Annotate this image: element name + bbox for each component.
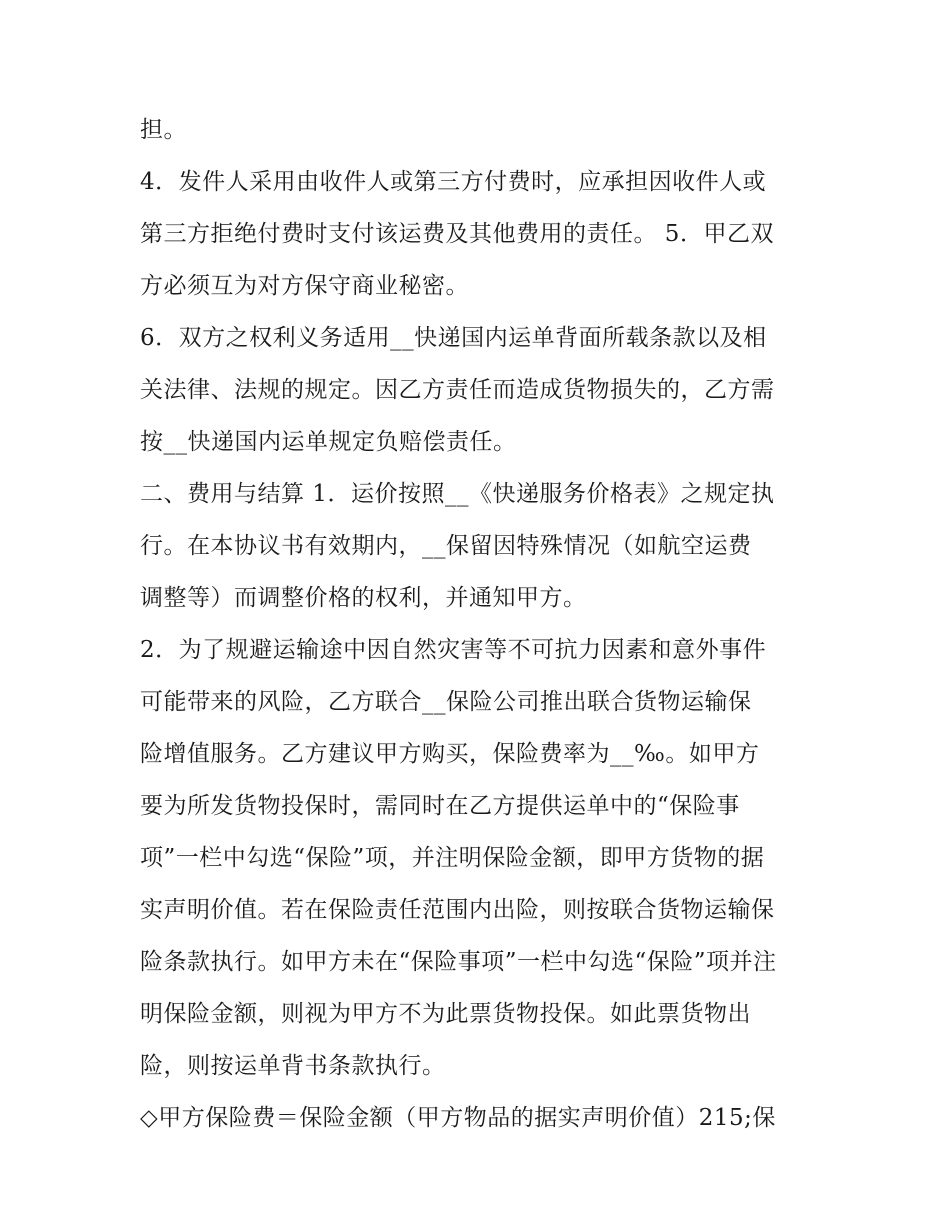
text-line: 项”一栏中勾选“保险”项，并注明保险金额，即甲方货物的据 — [140, 845, 765, 871]
text-line: 险条款执行。如甲方未在“保险事项”一栏中勾选“保险”项并注 — [140, 949, 777, 975]
text-line: 实声明价值。若在保险责任范围内出险，则按联合货物运输保 — [140, 897, 775, 923]
text-line: 2．为了规避运输途中因自然灾害等不可抗力因素和意外事件 — [140, 637, 767, 663]
text-line: ◇甲方保险费＝保险金额（甲方物品的据实声明价值）215;保 — [140, 1105, 776, 1131]
text-line: 要为所发货物投保时，需同时在乙方提供运单中的“保险事 — [140, 793, 740, 819]
text-line: 险增值服务。乙方建议甲方购买，保险费率为__‰。如甲方 — [140, 741, 760, 767]
text-line: 关法律、法规的规定。因乙方责任而造成货物损失的，乙方需 — [140, 377, 775, 403]
text-line: 可能带来的风险，乙方联合__保险公司推出联合货物运输保 — [140, 689, 752, 715]
text-line: 方必须互为对方保守商业秘密。 — [140, 273, 469, 299]
text-line: 调整等）而调整价格的权利，并通知甲方。 — [140, 585, 587, 611]
text-line: 4．发件人采用由收件人或第三方付费时，应承担因收件人或 — [140, 169, 767, 195]
text-line: 明保险金额，则视为甲方不为此票货物投保。如此票货物出 — [140, 1001, 751, 1027]
document-body — [140, 104, 820, 1144]
text-line: 二、费用与结算 1．运价按照__《快递服务价格表》之规定执 — [140, 481, 775, 507]
text-line: 险，则按运单背书条款执行。 — [140, 1053, 446, 1079]
text-line: 行。在本协议书有效期内，__保留因特殊情况（如航空运费 — [140, 533, 752, 559]
text-line: 6．双方之权利义务适用__快递国内运单背面所载条款以及相 — [140, 325, 767, 351]
text-line: 担。 — [140, 117, 187, 143]
text-line: 按__快递国内运单规定负赔偿责任。 — [140, 429, 517, 455]
text-line: 第三方拒绝付费时支付该运费及其他费用的责任。 5．甲乙双 — [140, 221, 774, 247]
